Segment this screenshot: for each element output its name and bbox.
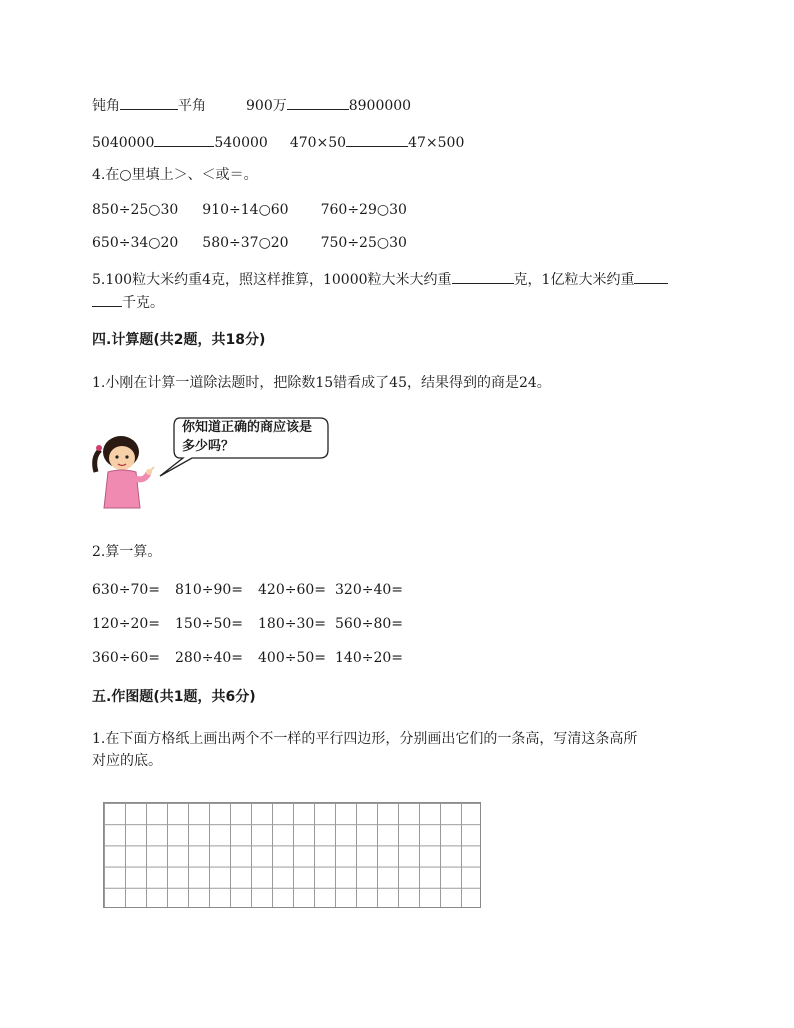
compare-expression: 580÷37○20 — [202, 235, 289, 251]
calc-item: 420÷60= — [258, 582, 326, 598]
compare-row-2 — [92, 132, 464, 152]
calc-item: 560÷80= — [335, 616, 403, 632]
speech-bubble-line: 你知道正确的商应该是 — [182, 420, 313, 435]
answer-blank[interactable] — [452, 269, 514, 284]
compare-expression: 760÷29○30 — [320, 202, 407, 218]
answer-blank[interactable] — [120, 95, 178, 110]
calc-item: 360÷60= — [92, 650, 160, 666]
question-4-row-2 — [92, 234, 407, 252]
calc-item: 810÷90= — [175, 582, 243, 598]
compare-item: 470×50 — [289, 135, 347, 151]
calc-item: 140÷20= — [335, 650, 403, 666]
compare-row-1 — [92, 95, 411, 115]
calc-item: 150÷50= — [175, 616, 243, 632]
speech-bubble-text — [182, 418, 322, 456]
calc-item: 180÷30= — [258, 616, 326, 632]
answer-blank[interactable] — [634, 269, 668, 284]
question-5-text: 千克。 — [122, 295, 164, 311]
question-4-title: 4.在○里填上＞、＜或＝。 — [92, 167, 258, 183]
girl-icon — [95, 436, 154, 508]
section-4-question-2: 2.算一算。 — [92, 544, 162, 560]
question-4-row-1 — [92, 201, 407, 219]
section-4-question-1: 1.小刚在计算一道除法题时，把除数15错看成了45，结果得到的商是24。 — [92, 375, 551, 391]
calc-item: 400÷50= — [258, 650, 326, 666]
grid-paper[interactable] — [103, 802, 481, 908]
answer-blank[interactable] — [287, 95, 349, 110]
calc-item: 120÷20= — [92, 616, 160, 632]
question-5-line-1 — [92, 269, 668, 289]
compare-item: 540000 — [214, 135, 268, 151]
compare-item: 5040000 — [92, 135, 155, 151]
compare-expression: 910÷14○60 — [202, 202, 289, 218]
compare-item: 900万 — [246, 98, 287, 114]
compare-expression: 750÷25○30 — [320, 235, 407, 251]
compare-expression: 650÷34○20 — [92, 235, 179, 251]
calc-row-3 — [92, 649, 403, 667]
calc-row-2 — [92, 615, 403, 633]
calc-item: 320÷40= — [335, 582, 403, 598]
section-4-heading: 四.计算题(共2题，共18分) — [92, 332, 266, 348]
answer-blank[interactable] — [92, 292, 122, 307]
section-5-question-1-line-1: 1.在下面方格纸上画出两个不一样的平行四边形，分别画出它们的一条高，写清这条高所 — [92, 731, 638, 747]
answer-blank[interactable] — [346, 132, 408, 147]
calc-row-1 — [92, 581, 403, 599]
question-5-text: 5.100粒大米约重4克，照这样推算，10000粒大米大约重 — [92, 272, 452, 288]
question-5-line-2 — [92, 292, 164, 312]
calc-item: 630÷70= — [92, 582, 160, 598]
section-5-question-1-line-2: 对应的底。 — [92, 753, 162, 769]
compare-item: 平角 — [178, 98, 206, 114]
compare-expression: 850÷25○30 — [92, 202, 179, 218]
question-5-text: 克，1亿粒大米约重 — [513, 272, 635, 288]
answer-blank[interactable] — [154, 132, 214, 147]
compare-item: 钝角 — [92, 98, 120, 114]
speech-bubble-line: 多少吗？ — [182, 439, 235, 454]
calc-item: 280÷40= — [175, 650, 243, 666]
section-5-heading: 五.作图题(共1题，共6分) — [92, 689, 256, 705]
compare-item: 8900000 — [348, 98, 412, 114]
compare-item: 47×500 — [408, 135, 465, 151]
